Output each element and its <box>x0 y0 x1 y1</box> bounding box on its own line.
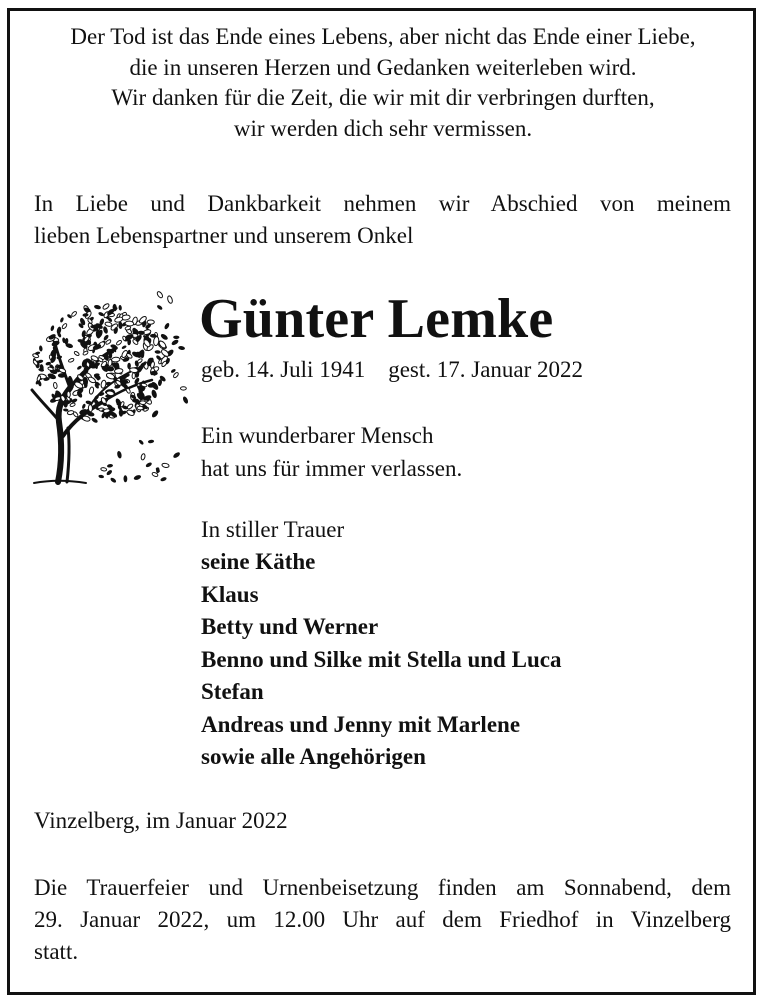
intro-line: In Liebe und Dankbarkeit nehmen wir Abschied von meinem <box>34 191 731 216</box>
deceased-name: Günter Lemke <box>199 288 554 350</box>
leaf-shape <box>105 321 113 327</box>
leaf-shape <box>61 323 67 330</box>
leaf-shape <box>158 340 167 349</box>
poem-line: Wir danken für die Zeit, die wir mit dir verbringen durften, <box>111 85 655 110</box>
memorial-poem <box>0 22 766 144</box>
intro-line: lieben Lebenspartner und unserem Onkel <box>34 223 414 248</box>
leaf-shape <box>151 409 160 418</box>
leaf-shape <box>154 350 161 354</box>
leaf-shape <box>167 295 173 304</box>
leaf-shape <box>162 463 170 468</box>
leaf-shape <box>140 401 147 405</box>
leaf-shape <box>160 476 167 482</box>
mourner-entry: Andreas und Jenny mit Marlene <box>201 711 521 737</box>
service-line: 29. Januar 2022, um 12.00 Uhr auf dem Friedhof in Vinzelberg <box>34 907 731 932</box>
mourners-list <box>201 546 561 774</box>
leaf-shape <box>181 387 187 390</box>
leaf-shape <box>70 403 76 408</box>
leaf-shape <box>125 321 134 327</box>
leaf-shape <box>164 322 171 330</box>
leaf-shape <box>108 359 113 366</box>
leaf-shape <box>151 389 158 399</box>
leaf-shape <box>145 462 153 468</box>
leaf-shape <box>36 375 41 381</box>
leaf-shape <box>71 311 77 317</box>
leaf-shape <box>59 317 64 323</box>
leaf-shape <box>110 477 117 484</box>
leaf-shape <box>132 373 135 379</box>
leaf-shape <box>111 357 120 362</box>
leaf-shape <box>89 387 94 395</box>
leaf-shape <box>32 359 38 366</box>
leaf-shape <box>173 372 180 379</box>
farewell-intro <box>34 188 731 252</box>
leaf-shape <box>121 345 127 350</box>
leaf-shape <box>114 368 123 374</box>
mourner-entry: Benno und Silke mit Stella und Luca <box>201 646 562 672</box>
leaf-shape <box>101 467 107 471</box>
leaf-shape <box>67 391 71 397</box>
leaf-shape <box>156 291 163 299</box>
leaf-shape <box>118 321 123 329</box>
tribute-line: hat uns für immer verlassen. <box>201 455 463 481</box>
leaf-shape <box>160 333 169 341</box>
leaf-shape <box>173 336 179 340</box>
leaf-shape <box>171 339 180 347</box>
poem-line: Der Tod ist das Ende eines Lebens, aber nicht das Ende einer Liebe, <box>70 24 696 49</box>
tribute-line: Ein wunderbarer Mensch <box>201 423 434 448</box>
leaf-shape <box>74 381 84 390</box>
mourning-heading: In stiller Trauer <box>201 517 345 542</box>
leaf-shape <box>123 475 127 482</box>
leaf-shape <box>91 417 99 424</box>
leaf-shape <box>116 340 122 346</box>
leaf-shape <box>114 316 123 323</box>
leaf-shape <box>39 345 43 351</box>
leaf-shape <box>116 451 122 459</box>
leaf-shape <box>68 358 74 363</box>
leaf-shape <box>182 396 189 405</box>
leaf-shape <box>178 346 185 351</box>
leaf-shape <box>76 365 82 370</box>
tribute-text <box>201 420 462 485</box>
poem-line: wir werden dich sehr vermissen. <box>233 115 533 141</box>
leaf-shape <box>53 382 57 388</box>
service-line: statt. <box>34 939 79 964</box>
leaf-shape <box>141 453 146 460</box>
leaf-shape <box>102 303 110 311</box>
leaf-shape <box>50 325 55 332</box>
leaf-shape <box>137 406 144 410</box>
leaf-shape <box>74 351 80 357</box>
poem-line: die in unseren Herzen und Gedanken weiterleben wird. <box>129 54 637 80</box>
mourner-entry: Betty und Werner <box>201 614 379 639</box>
leaf-shape <box>88 405 92 412</box>
leaf-shape <box>94 304 102 310</box>
mourner-entry: Stefan <box>201 679 264 704</box>
leaf-shape <box>118 305 122 311</box>
leaf-shape <box>81 403 86 409</box>
leaf-shape <box>82 415 91 422</box>
funeral-service-notice <box>34 872 731 968</box>
leaf-shape <box>156 304 163 310</box>
place-and-date: Vinzelberg, im Januar 2022 <box>34 808 288 833</box>
mourner-entry: Klaus <box>201 581 259 607</box>
mourner-entry: seine Käthe <box>201 549 316 574</box>
notice-border <box>7 8 756 995</box>
life-dates: geb. 14. Juli 1941 gest. 17. Januar 2022 <box>201 357 584 382</box>
leaf-shape <box>102 326 108 335</box>
leaf-shape <box>148 439 155 443</box>
mourner-entry: sowie alle Angehörigen <box>201 744 426 769</box>
tree-with-falling-leaves-icon <box>18 286 190 490</box>
service-line: Die Trauerfeier und Urnenbeisetzung finden am Sonnabend, dem <box>34 875 731 900</box>
leaf-shape <box>172 451 181 459</box>
leaf-shape <box>98 474 104 478</box>
leaf-shape <box>138 439 144 445</box>
leaf-shape <box>133 474 142 481</box>
leaf-shape <box>107 464 113 468</box>
leaf-shape <box>147 320 154 324</box>
